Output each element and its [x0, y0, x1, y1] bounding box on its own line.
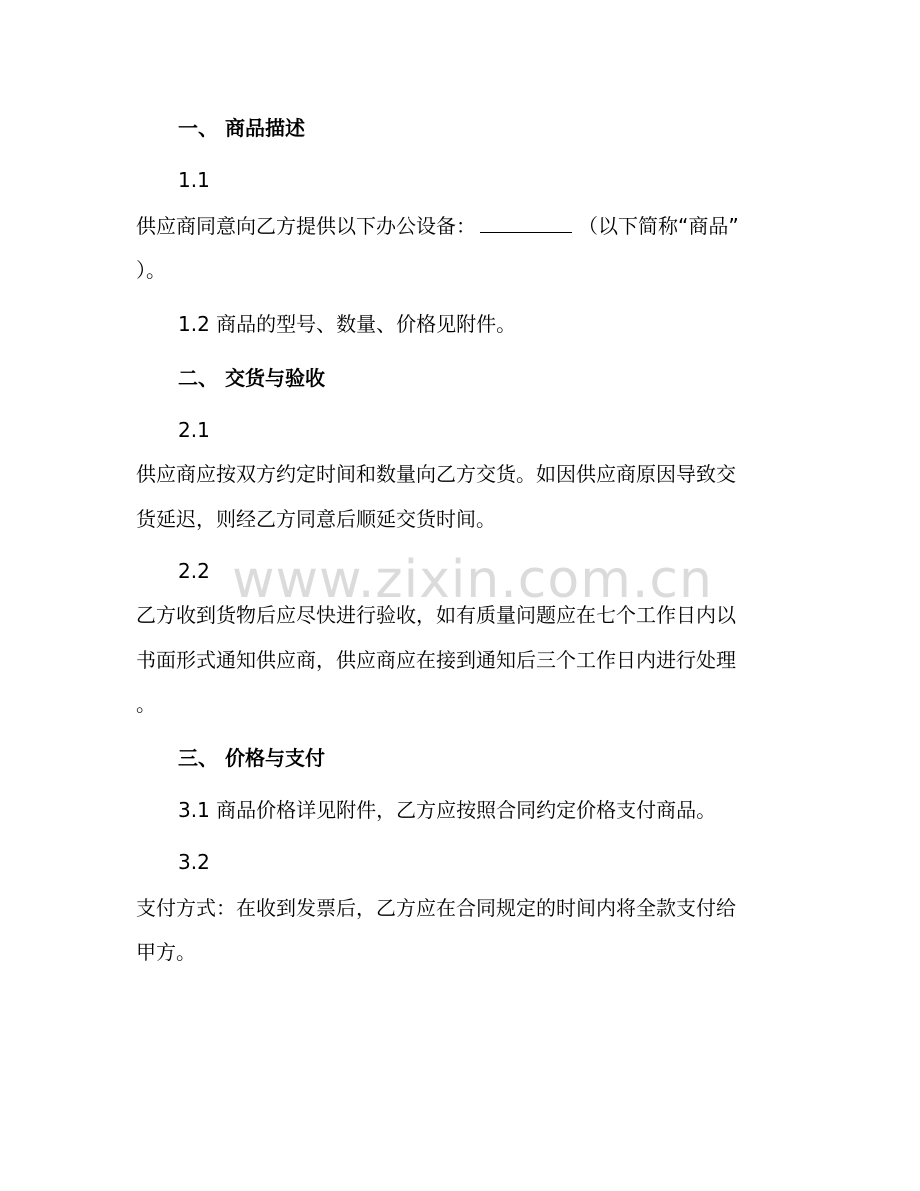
section-heading-1: 一、 商品描述: [178, 116, 305, 140]
clause-number-2-2: 2.2: [178, 559, 210, 583]
fill-in-blank[interactable]: [480, 214, 572, 233]
clause-text-2-2-line-3: 。: [136, 692, 156, 716]
clause-text-2-2-line-2: 书面形式通知供应商，供应商应在接到通知后三个工作日内进行处理: [136, 648, 736, 672]
section-heading-2: 二、 交货与验收: [178, 366, 325, 390]
clause-text-3-2-line-2: 甲方。: [136, 940, 196, 964]
clause-text-1-1: [136, 212, 739, 240]
clause-text-2-2-line-1: 乙方收到货物后应尽快进行验收，如有质量问题应在七个工作日内以: [136, 603, 736, 627]
clause-text-1-1-part-b: （以下简称“商品”: [578, 214, 739, 238]
clause-text-3-2-line-1: 支付方式：在收到发票后，乙方应在合同规定的时间内将全款支付给: [136, 896, 736, 920]
clause-text-2-1-line-2: 货延迟，则经乙方同意后顺延交货时间。: [136, 507, 496, 531]
clause-text-1-2: 1.2 商品的型号、数量、价格见附件。: [178, 312, 517, 336]
clause-number-2-1: 2.1: [178, 418, 210, 442]
clause-text-1-1-part-a: 供应商同意向乙方提供以下办公设备：: [136, 214, 476, 238]
clause-number-1-1: 1.1: [178, 168, 210, 192]
watermark: www.zixin.com.cn: [232, 550, 713, 610]
clause-number-3-2: 3.2: [178, 850, 210, 874]
section-heading-3: 三、 价格与支付: [178, 746, 325, 770]
clause-text-1-1-continued: ）。: [136, 258, 166, 282]
clause-text-3-1: 3.1 商品价格详见附件，乙方应按照合同约定价格支付商品。: [178, 798, 717, 822]
clause-text-2-1-line-1: 供应商应按双方约定时间和数量向乙方交货。如因供应商原因导致交: [136, 462, 736, 486]
